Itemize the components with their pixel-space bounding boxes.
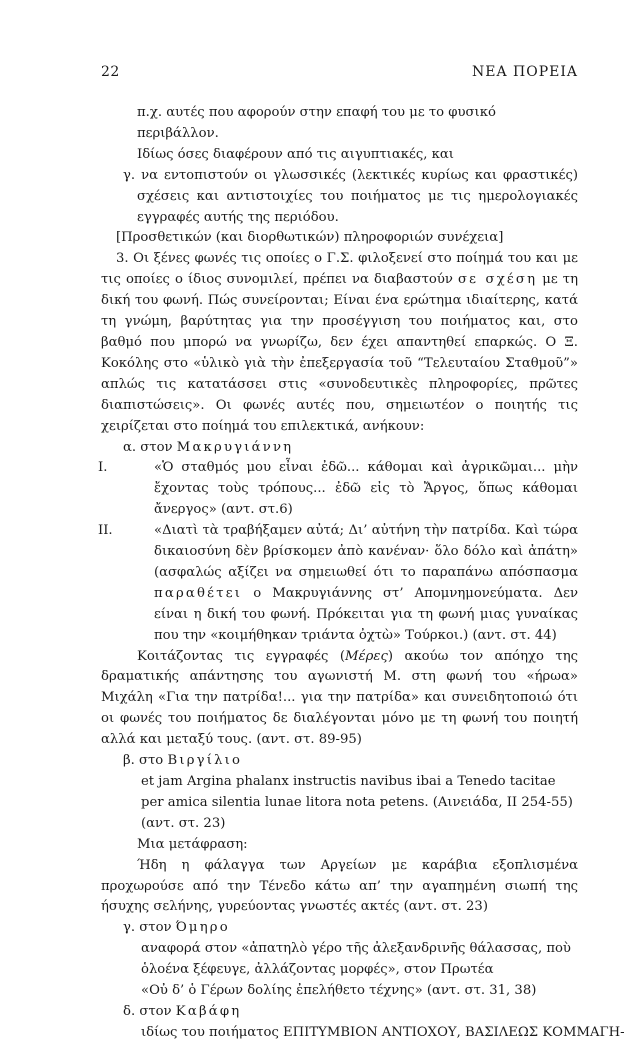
list-item-g: γ. να εντοπιστούν οι γλωσσικές (λεκτικές κυρίως και φραστικές) σχέσεις και αντιστοιχίες του ποιήματος με τις ημερολογιακές εγγραφές αυτής της περιόδου. <box>123 167 578 225</box>
paragraph-text: με τη δική του φωνή. Πώς συνείρονται; Είναι ένα ερώτημα ιδιαίτερης, κατά τη γνώμη, βαρύτητας για την προσέγγιση του ποιήματος και, στο βαθμό που μπορώ να γνωρίζω, δεν έχει απαντηθεί επαρκώς. Ο Ξ. Κοκόλης στο «ὑλικὸ γιὰ τὴν ἐπεξεργασία τοῦ “Τελευταίου Σταθμοῦ”» απλώς τις κατατάσσει στις «συνοδευτικὲς πληροφορίες, πρῶτες διαπιστώσεις». Οι φωνές αυτές που, σημειωτέον ο ποιητής τις χειρίζεται στο ποίημά του επιλεκτικά, ανήκουν: <box>101 272 578 434</box>
translation-text: Ήδη η φάλαγγα των Αργείων με καράβια εξοπλισμένα προχωρούσε από την Τένεδο κάτω απ’ την αγαπημένη σιωπή της ήσυχης σελήνης, γυρεύοντας γνωστές ακτές (αντ. στ. 23) <box>101 857 578 915</box>
paragraph-text: 3. Οι ξένες φωνές τις οποίες ο Γ.Σ. φιλοξενεί στο ποίημά του και με τις οποίες ο ίδιος συνομιλεί, πρέπει να διαβαστούν <box>101 251 578 288</box>
quote-text: «Ὁ σταθμός μου εἶναι ἐδῶ... κάθομαι καὶ ἀγρικῶμαι... μὴν ἔχοντας τοὺς τρόπους... ἐδῶ εἰς τὸ Ἄργος, ὅπως κάθομαι ἄνεργος» (αντ. στ.6) <box>154 460 578 518</box>
paragraph-3 <box>101 249 578 437</box>
text-line: Ιδίως όσες διαφέρουν από τις αιγυπτιακές, και <box>137 146 454 162</box>
spaced-name: Καβάφη <box>175 1003 242 1019</box>
spaced-name: Μακρυγιάννη <box>176 439 294 455</box>
spaced-name: Βιργίλιο <box>167 753 243 769</box>
homer-quote-2: «Οὐ δ’ ὁ Γέρων δολίης ἐπελήθετο τέχνης» (αντ. στ. 31, 38) <box>141 983 537 999</box>
spaced-emphasis: παραθέτει <box>154 585 243 601</box>
list-heading-g <box>101 918 578 939</box>
paragraph-text: ) ακούω τον απόηχο της δραματικής απάντησης του αγωνιστή Μ. στη φωνή του «ήρωα» Μιχάλη «Για την πατρίδα!... για την πατρίδα» και συνειδητοποιώ ότι οι φωνές του ποιήματος δε διαλέγονται μόνο με τη φωνή του ποιητή αλλά και μεταξύ τους. (αντ. στ. 89-95) <box>101 648 578 748</box>
list-heading-b <box>101 751 578 772</box>
bracket-heading: [Προσθετικών (και διορθωτικών) πληροφοριών συνέχεια] <box>116 230 504 246</box>
paragraph-text: Κοιτάζοντας τις εγγραφές ( <box>137 648 346 664</box>
cavafy-line: ιδίως του ποιήματος ΕΠΙΤΥΜΒΙΟΝ ΑΝΤΙΟΧΟΥ, ΒΑΣΙΛΕΩΣ ΚΟΜΜΑΓΗ- <box>141 1024 625 1040</box>
roman-item-1 <box>98 458 578 521</box>
list-heading-d <box>101 1002 578 1023</box>
paragraph-koitazontas <box>101 647 578 752</box>
list-heading-a <box>101 438 578 459</box>
quote-text: ο Μακρυγιάννης στ’ Απομνημονεύματα. Δεν είναι η δική του φωνή. Πρόκειται για τη φωνή μιας γυναίκας που την «κοιμήθηκαν τριάντα ὀχτὼ» Τούρκοι.) (αντ. στ. 44) <box>154 585 578 643</box>
running-title: ΝΕΑ ΠΟΡΕΙΑ <box>472 64 578 80</box>
spaced-name: Όμηρο <box>175 920 230 936</box>
page-body <box>98 103 625 1044</box>
roman-numeral: Ι. <box>98 460 108 476</box>
homer-quote-1: αναφορά στον «ἀπατηλὸ γέρο τῆς ἀλεξανδρινῆς θάλασσας, ποὺ ὁλοένα ξέφευγε, ἀλλάζοντας μορφές», στον Πρωτέα <box>141 941 571 978</box>
quote-text: «Διατὶ τὰ τραβήξαμεν αὐτά; Δι’ αὐτήνη τὴν πατρίδα. Καὶ τώρα δικαιοσύνη δὲν βρίσκομεν ἀπὸ κανέναν· ὅλο δόλο καὶ ἀπάτη» (ασφαλώς αξίζει να σημειωθεί ότι το παραπάνω απόσπασμα <box>154 523 578 580</box>
list-label: δ. στον <box>123 1003 176 1019</box>
spaced-emphasis: σε σχέση <box>457 272 538 288</box>
text-line: π.χ. αυτές που αφορούν στην επαφή του με το φυσικό περιβάλλον. <box>137 105 496 141</box>
list-label: β. στο <box>123 753 168 769</box>
roman-item-2 <box>98 521 578 646</box>
roman-numeral: ΙΙ. <box>98 523 113 539</box>
page-number: 22 <box>101 64 120 80</box>
list-label: γ. στον <box>123 920 176 936</box>
latin-quote: et jam Argina phalanx instructis navibus ibai a Tenedo tacitae per amica silentia lunae litora nota petens. (Αινειάδα, ΙΙ 254-55) (αντ. στ. 23) <box>141 774 573 831</box>
italic-title: Μέρες <box>345 648 388 664</box>
list-label: α. στον <box>123 439 177 455</box>
translation-label: Μια μετάφραση: <box>137 836 248 852</box>
